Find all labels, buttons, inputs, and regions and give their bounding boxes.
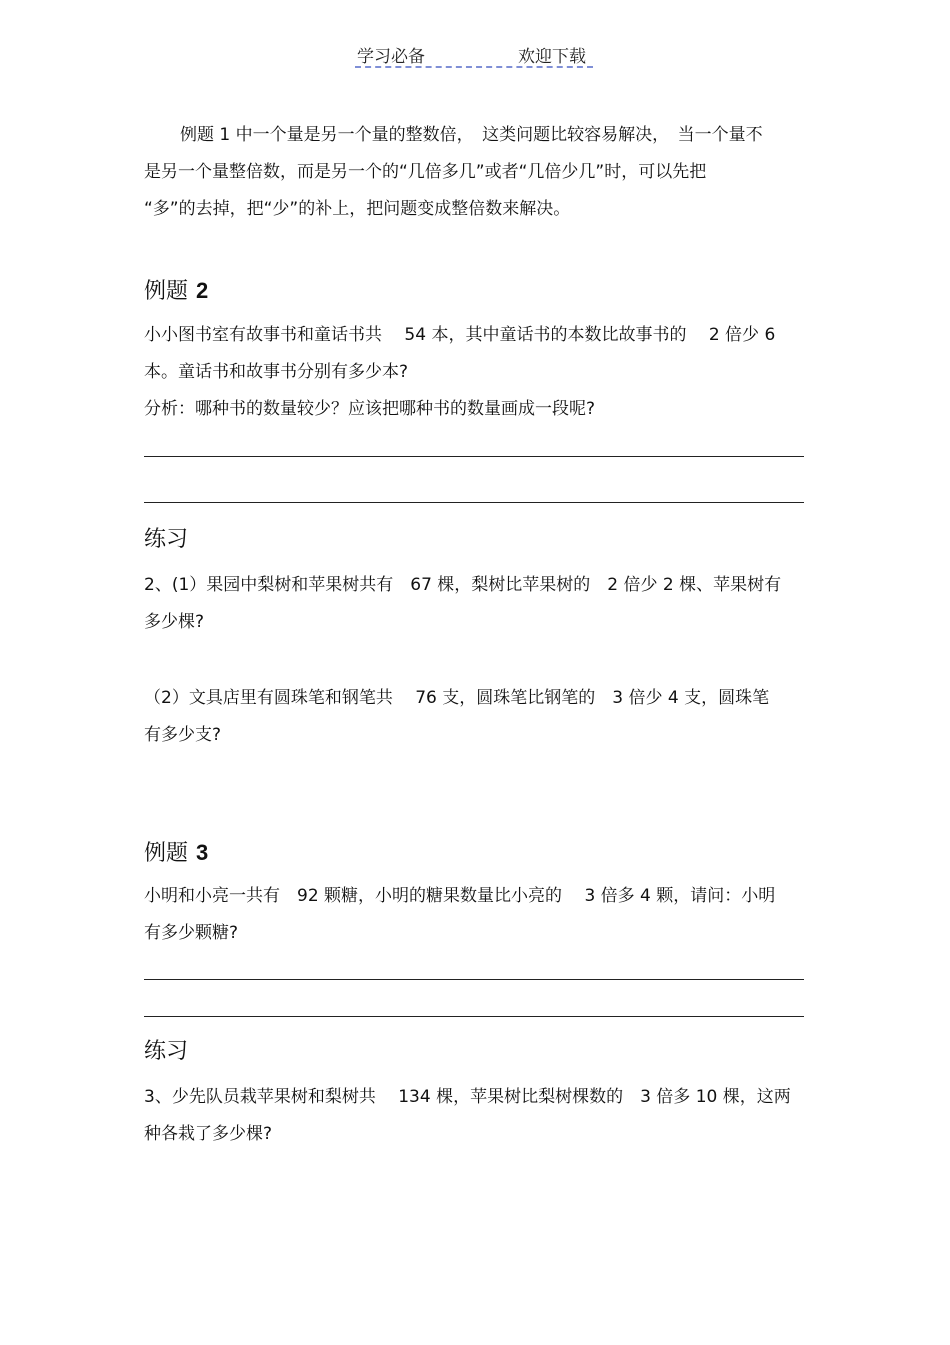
example-2-line-1: 小小图书室有故事书和童话书共 54 本，其中童话书的本数比故事书的 2 倍少 6 (144, 325, 776, 345)
answer-line (144, 502, 804, 503)
example-3-title: 例题 (144, 841, 189, 866)
example-3-body (144, 878, 809, 952)
answer-line (144, 456, 804, 457)
practice-1-heading (144, 525, 809, 555)
practice-2-line-1: 3、少先队员栽苹果树和梨树共 134 棵，苹果树比梨树棵数的 3 倍多 10 棵，这两 (144, 1087, 791, 1107)
header-left-text: 学习必备 (357, 47, 425, 67)
example-2-analysis: 分析：哪种书的数量较少？应该把哪种书的数量画成一段呢? (144, 399, 596, 419)
practice-2-heading (144, 1037, 809, 1067)
example-2-heading (144, 276, 809, 307)
example-2-body (144, 317, 809, 428)
example-2-line-2: 本。童话书和故事书分别有多少本? (144, 362, 409, 382)
practice-1-title: 练习 (144, 527, 189, 552)
example-3-number: 3 (196, 840, 209, 865)
practice-1-q2-line-1: （2）文具店里有圆珠笔和钢笔共 76 支，圆珠笔比钢笔的 3 倍少 4 支，圆珠笔 (144, 688, 770, 708)
practice-2-line-2: 种各栽了多少棵? (144, 1124, 273, 1144)
intro-line-2: 是另一个量整倍数，而是另一个的“几倍多几”或者“几倍少几”时，可以先把 (144, 162, 707, 182)
intro-line-1: 例题 1 中一个量是另一个量的整数倍， 这类问题比较容易解决， 当一个量不 (180, 125, 763, 145)
example-3-heading (144, 838, 809, 869)
practice-1-question-1 (144, 567, 809, 641)
practice-2-title: 练习 (144, 1039, 189, 1064)
practice-1-q1-line-1: 2、(1）果园中梨树和苹果树共有 67 棵，梨树比苹果树的 2 倍少 2 棵、苹果树有 (144, 575, 782, 595)
page-header (355, 40, 593, 68)
example-3-line-1: 小明和小亮一共有 92 颗糖，小明的糖果数量比小亮的 3 倍多 4 颗，请问：小明 (144, 886, 776, 906)
practice-1-q1-line-2: 多少棵? (144, 612, 205, 632)
example-3-line-2: 有多少颗糖? (144, 923, 239, 943)
example-2-title: 例题 (144, 279, 189, 304)
answer-line (144, 1016, 804, 1017)
practice-1-question-2 (144, 680, 809, 754)
header-right-text: 欢迎下载 (518, 47, 586, 67)
intro-paragraph (144, 117, 809, 228)
practice-2-question (144, 1079, 809, 1153)
answer-line (144, 979, 804, 980)
example-2-number: 2 (196, 278, 209, 303)
intro-line-3: “多”的去掉，把“少”的补上，把问题变成整倍数来解决。 (144, 199, 571, 219)
practice-1-q2-line-2: 有多少支? (144, 725, 222, 745)
